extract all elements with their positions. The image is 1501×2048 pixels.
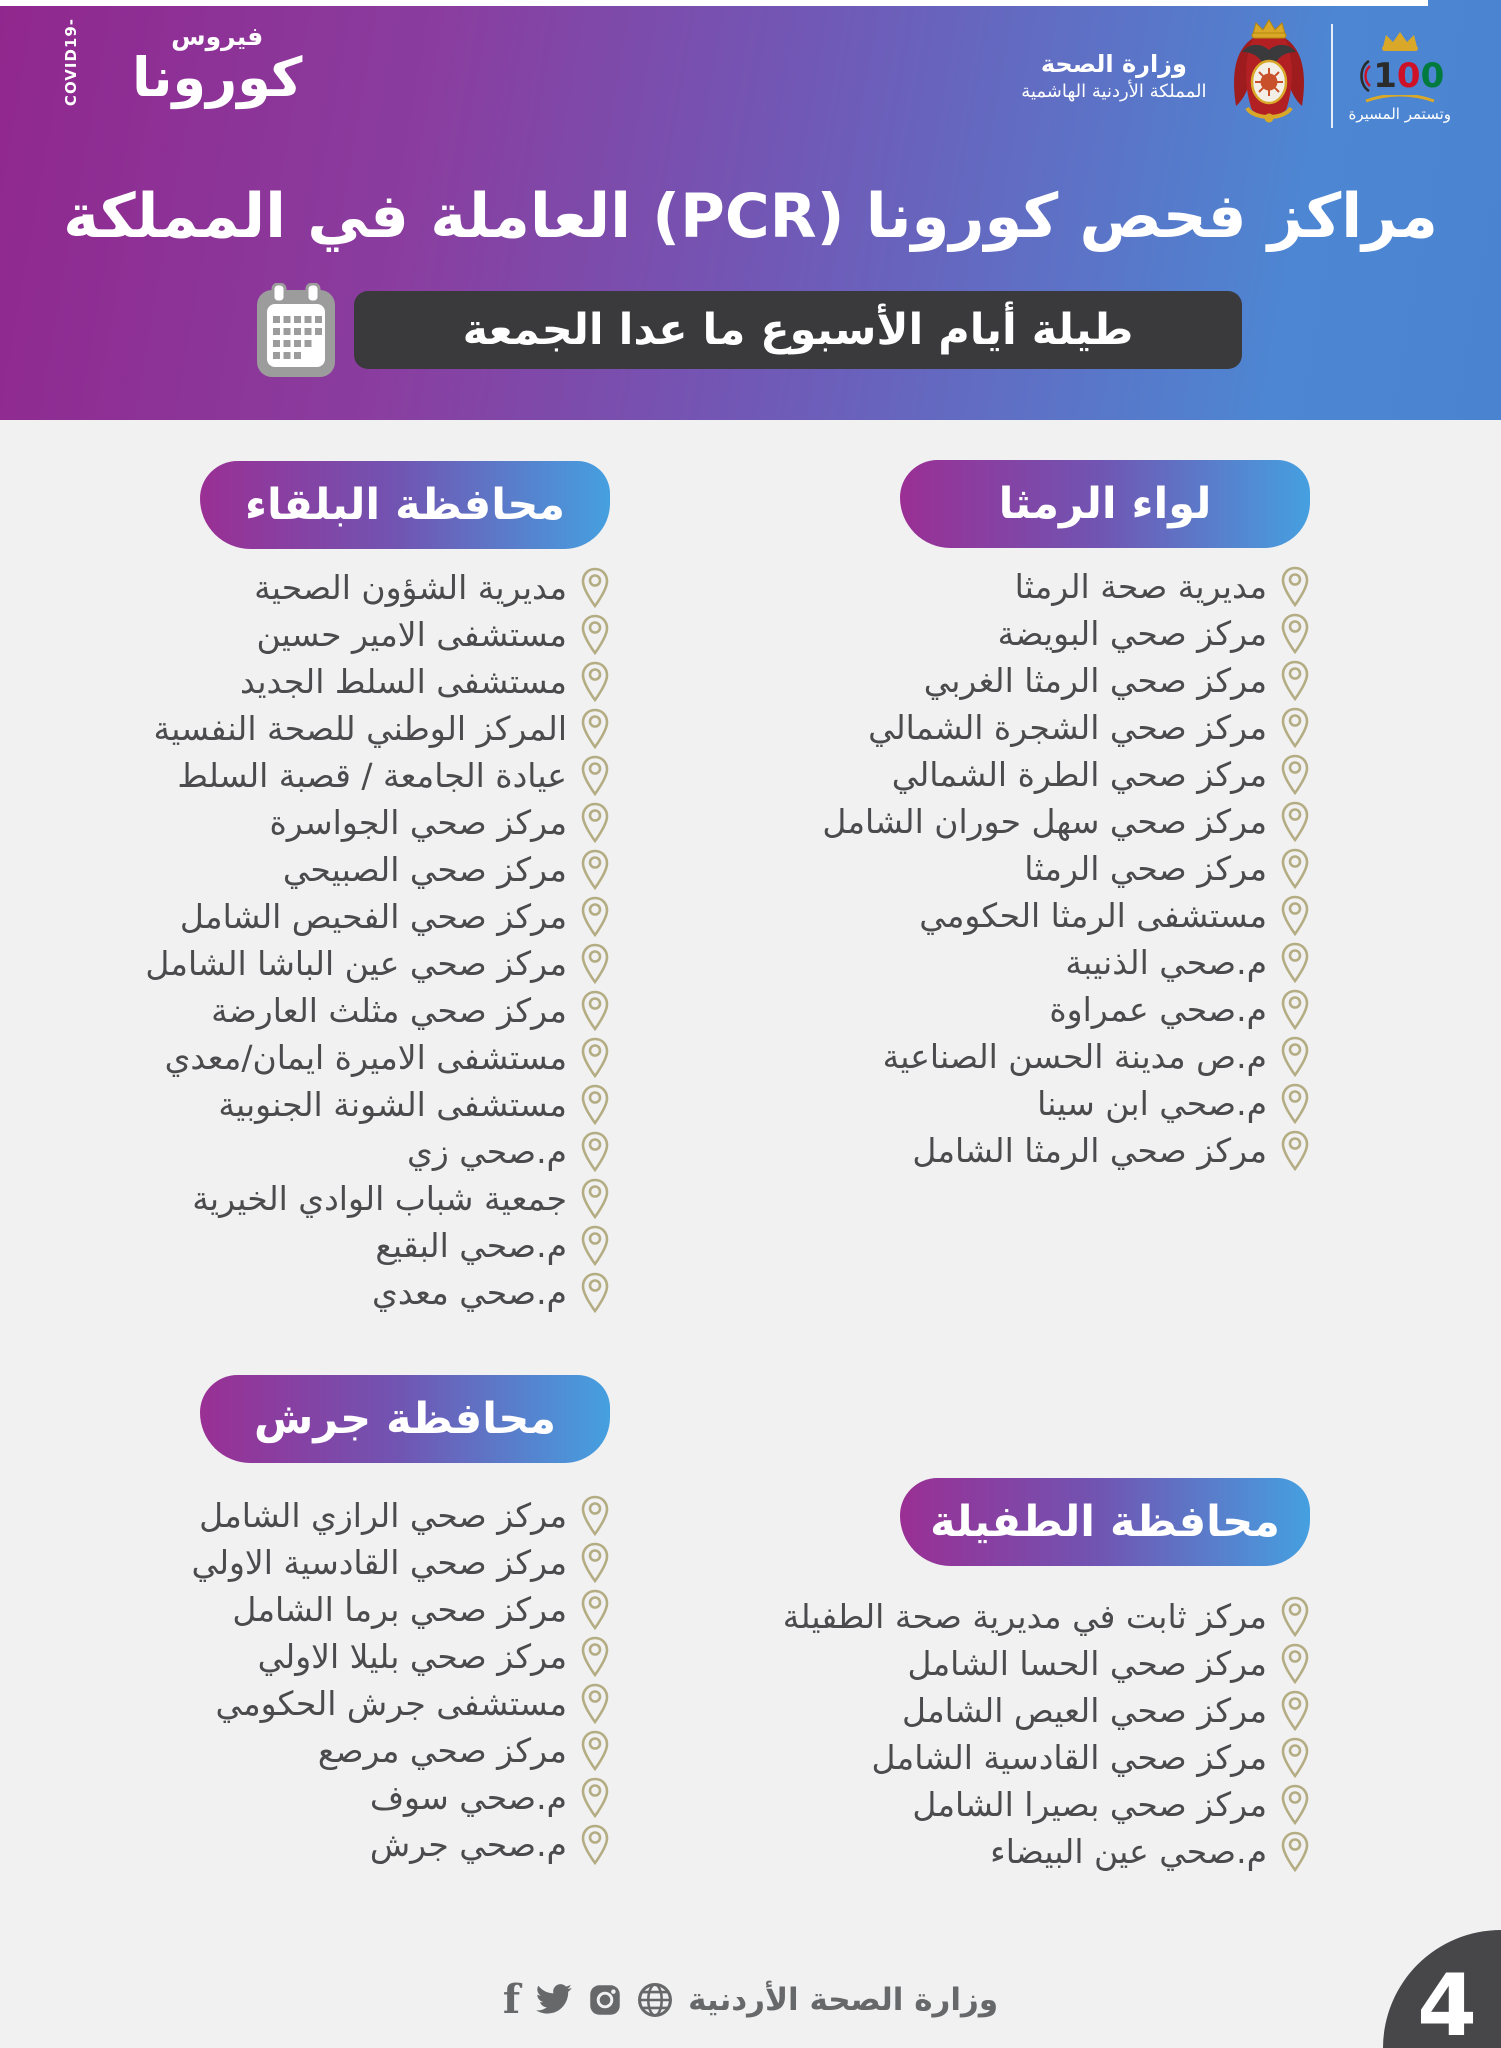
location-pin-icon	[580, 614, 610, 656]
list-item	[670, 892, 1310, 939]
list-item	[0, 1821, 610, 1868]
location-pin-icon	[1280, 754, 1310, 796]
page-number-corner	[1383, 1930, 1501, 2048]
list-item	[670, 798, 1310, 845]
list-item	[0, 658, 610, 705]
location-pin-icon	[580, 1178, 610, 1220]
center-name: مركز صحي مرصع	[317, 1731, 567, 1770]
location-pin-icon	[580, 802, 610, 844]
center-name: مركز صحي الرمثا الشامل	[912, 1131, 1267, 1170]
location-pin-icon	[580, 896, 610, 938]
list-item	[0, 705, 610, 752]
location-pin-icon	[1280, 1036, 1310, 1078]
header-banner	[0, 0, 1501, 420]
list-item	[670, 986, 1310, 1033]
list-item	[670, 751, 1310, 798]
calendar-icon	[256, 283, 336, 382]
list-item	[670, 1828, 1310, 1875]
section-header-pill	[200, 1375, 610, 1463]
centers-list	[670, 563, 1310, 1174]
location-pin-icon	[580, 1084, 610, 1126]
location-pin-icon	[580, 990, 610, 1032]
list-item	[670, 845, 1310, 892]
list-item	[0, 799, 610, 846]
list-item	[670, 1033, 1310, 1080]
location-pin-icon	[1280, 989, 1310, 1031]
location-pin-icon	[1280, 848, 1310, 890]
location-pin-icon	[580, 1272, 610, 1314]
section-header-pill	[900, 460, 1310, 548]
center-name: م.ص مدينة الحسن الصناعية	[882, 1037, 1267, 1076]
list-item	[670, 610, 1310, 657]
centennial-arcs	[1355, 59, 1371, 93]
center-name: مركز صحي القادسية الاولي	[191, 1543, 567, 1582]
section-title: لواء الرمثا	[998, 479, 1212, 529]
list-item	[0, 752, 610, 799]
location-pin-icon	[580, 1683, 610, 1725]
covid19-vertical-label: COVID19-	[62, 17, 80, 107]
list-item	[0, 846, 610, 893]
list-item	[0, 1034, 610, 1081]
center-name: مديرية الشؤون الصحية	[254, 568, 567, 607]
center-name: مركز صحي بليلا الاولي	[257, 1637, 567, 1676]
list-item	[0, 611, 610, 658]
corona-logo-big-word: كورونا	[132, 46, 303, 109]
list-item	[0, 1128, 610, 1175]
corona-virus-logo	[34, 17, 303, 109]
list-item	[0, 940, 610, 987]
list-item	[670, 1080, 1310, 1127]
list-item	[670, 939, 1310, 986]
center-name: جمعية شباب الوادي الخيرية	[192, 1179, 567, 1218]
list-item	[0, 1586, 610, 1633]
center-name: مركز صحي مثلث العارضة	[211, 991, 567, 1030]
location-pin-icon	[1280, 1784, 1310, 1826]
center-name: المركز الوطني للصحة النفسية	[153, 709, 567, 748]
center-name: م.صحي زي	[406, 1132, 567, 1171]
section-tafilah	[670, 1478, 1310, 1875]
center-name: مركز صحي الحسا الشامل	[907, 1644, 1267, 1683]
section-title: محافظة البلقاء	[245, 480, 565, 530]
section-ramtha	[670, 460, 1310, 1174]
globe-icon	[637, 1982, 673, 2018]
center-name: مركز صحي الرمثا الغربي	[923, 661, 1267, 700]
jordan-coat-of-arms-icon	[1223, 16, 1315, 136]
location-pin-icon	[580, 708, 610, 750]
center-name: م.صحي الذنيبة	[1065, 943, 1267, 982]
section-balqa	[0, 461, 610, 1316]
location-pin-icon	[580, 1131, 610, 1173]
location-pin-icon	[580, 1589, 610, 1631]
center-name: مركز صحي القادسية الشامل	[871, 1738, 1267, 1777]
location-pin-icon	[1280, 1083, 1310, 1125]
list-item	[0, 893, 610, 940]
centers-list	[0, 1492, 610, 1868]
center-name: مركز صحي سهل حوران الشامل	[822, 802, 1267, 841]
footer	[0, 1970, 1501, 2030]
crown-icon	[1377, 29, 1423, 57]
list-item	[0, 987, 610, 1034]
instagram-icon	[588, 1983, 622, 2017]
list-item	[0, 1727, 610, 1774]
list-item	[0, 1269, 610, 1316]
location-pin-icon	[1280, 1690, 1310, 1732]
centennial-slogan: وتستمر المسيرة	[1348, 105, 1451, 123]
section-header-pill	[200, 461, 610, 549]
section-title: محافظة جرش	[254, 1394, 556, 1444]
location-pin-icon	[580, 1730, 610, 1772]
location-pin-icon	[1280, 660, 1310, 702]
page-number: 4	[1417, 1956, 1477, 2048]
schedule-badge: طيلة أيام الأسبوع ما عدا الجمعة	[354, 291, 1242, 369]
twitter-icon	[535, 1984, 573, 2016]
center-name: مركز صحي الجواسرة	[269, 803, 567, 842]
ministry-identity-cluster	[1021, 16, 1451, 136]
center-name: م.صحي ابن سينا	[1037, 1084, 1267, 1123]
center-name: مركز ثابت في مديرية صحة الطفيلة	[782, 1597, 1267, 1636]
centers-list	[0, 564, 610, 1316]
location-pin-icon	[1280, 1643, 1310, 1685]
centers-list	[670, 1593, 1310, 1875]
location-pin-icon	[580, 755, 610, 797]
ministry-kingdom: المملكة الأردنية الهاشمية	[1021, 81, 1207, 103]
list-item	[0, 1222, 610, 1269]
center-name: مديرية صحة الرمثا	[1014, 567, 1267, 606]
location-pin-icon	[580, 1495, 610, 1537]
location-pin-icon	[580, 1542, 610, 1584]
centennial-100-logo	[1349, 29, 1452, 123]
location-pin-icon	[580, 661, 610, 703]
list-item	[670, 1127, 1310, 1174]
centennial-number: 1 0 0	[1355, 59, 1444, 93]
location-pin-icon	[1280, 895, 1310, 937]
list-item	[670, 1734, 1310, 1781]
location-pin-icon	[1280, 1831, 1310, 1873]
center-name: مركز صحي برما الشامل	[232, 1590, 567, 1629]
center-name: مركز صحي الرمثا	[1024, 849, 1267, 888]
center-name: م.صحي معدي	[372, 1273, 567, 1312]
center-name: مركز صحي البويضة	[997, 614, 1267, 653]
list-item	[670, 657, 1310, 704]
section-jerash	[0, 1375, 610, 1868]
location-pin-icon	[1280, 613, 1310, 655]
location-pin-icon	[1280, 1737, 1310, 1779]
list-item	[0, 1492, 610, 1539]
center-name: مركز صحي بصيرا الشامل	[912, 1785, 1267, 1824]
center-name: مستشفى الاميرة ايمان/معدي	[164, 1038, 567, 1077]
location-pin-icon	[1280, 1596, 1310, 1638]
location-pin-icon	[580, 1777, 610, 1819]
list-item	[0, 1633, 610, 1680]
ministry-text	[1021, 48, 1206, 105]
location-pin-icon	[580, 943, 610, 985]
location-pin-icon	[580, 567, 610, 609]
center-name: م.صحي عين البيضاء	[990, 1832, 1267, 1871]
center-name: مركز صحي الشجرة الشمالي	[868, 708, 1267, 747]
center-name: مركز صحي الصبيحي	[282, 850, 567, 889]
list-item	[0, 1539, 610, 1586]
list-item	[0, 1774, 610, 1821]
location-pin-icon	[1280, 1130, 1310, 1172]
location-pin-icon	[1280, 707, 1310, 749]
center-name: م.صحي جرش	[369, 1825, 567, 1864]
center-name: مركز صحي عين الباشا الشامل	[145, 944, 567, 983]
center-name: مستشفى الشونة الجنوبية	[218, 1085, 567, 1124]
center-name: مركز صحي الرازي الشامل	[199, 1496, 567, 1535]
center-name: مركز صحي الفحيص الشامل	[179, 897, 567, 936]
list-item	[670, 1781, 1310, 1828]
section-title: محافظة الطفيلة	[930, 1497, 1280, 1547]
location-pin-icon	[580, 849, 610, 891]
list-item	[0, 1081, 610, 1128]
center-name: م.صحي البقيع	[375, 1226, 567, 1265]
center-name: م.صحي سوف	[369, 1778, 567, 1817]
logo-divider	[1331, 24, 1333, 128]
location-pin-icon	[1280, 942, 1310, 984]
center-name: مستشفى السلط الجديد	[240, 662, 567, 701]
location-pin-icon	[1280, 801, 1310, 843]
page-title: مراكز فحص كورونا (PCR) العاملة في المملكة	[63, 181, 1438, 252]
section-header-pill	[900, 1478, 1310, 1566]
list-item	[670, 1687, 1310, 1734]
center-name: مستشفى الرمثا الحكومي	[919, 896, 1267, 935]
center-name: م.صحي عمراوة	[1049, 990, 1267, 1029]
list-item	[0, 564, 610, 611]
list-item	[0, 1175, 610, 1222]
top-edge-strip	[0, 0, 1428, 6]
gold-swoosh-icon	[1364, 95, 1436, 103]
location-pin-icon	[580, 1225, 610, 1267]
location-pin-icon	[1280, 566, 1310, 608]
center-name: عيادة الجامعة / قصبة السلط	[177, 756, 567, 795]
location-pin-icon	[580, 1824, 610, 1866]
ministry-name: وزارة الصحة	[1040, 49, 1187, 78]
list-item	[670, 563, 1310, 610]
location-pin-icon	[580, 1636, 610, 1678]
list-item	[670, 1593, 1310, 1640]
facebook-icon: f	[502, 1976, 521, 2023]
center-name: مركز صحي العيص الشامل	[901, 1691, 1267, 1730]
center-name: مستشفى الامير حسين	[256, 615, 567, 654]
location-pin-icon	[580, 1037, 610, 1079]
list-item	[670, 704, 1310, 751]
center-name: مستشفى جرش الحكومي	[215, 1684, 567, 1723]
center-name: مركز صحي الطرة الشمالي	[891, 755, 1267, 794]
list-item	[0, 1680, 610, 1727]
footer-ministry-text: وزارة الصحة الأردنية	[688, 1982, 999, 2018]
corona-logo-small-word: فيروس	[171, 22, 264, 51]
list-item	[670, 1640, 1310, 1687]
